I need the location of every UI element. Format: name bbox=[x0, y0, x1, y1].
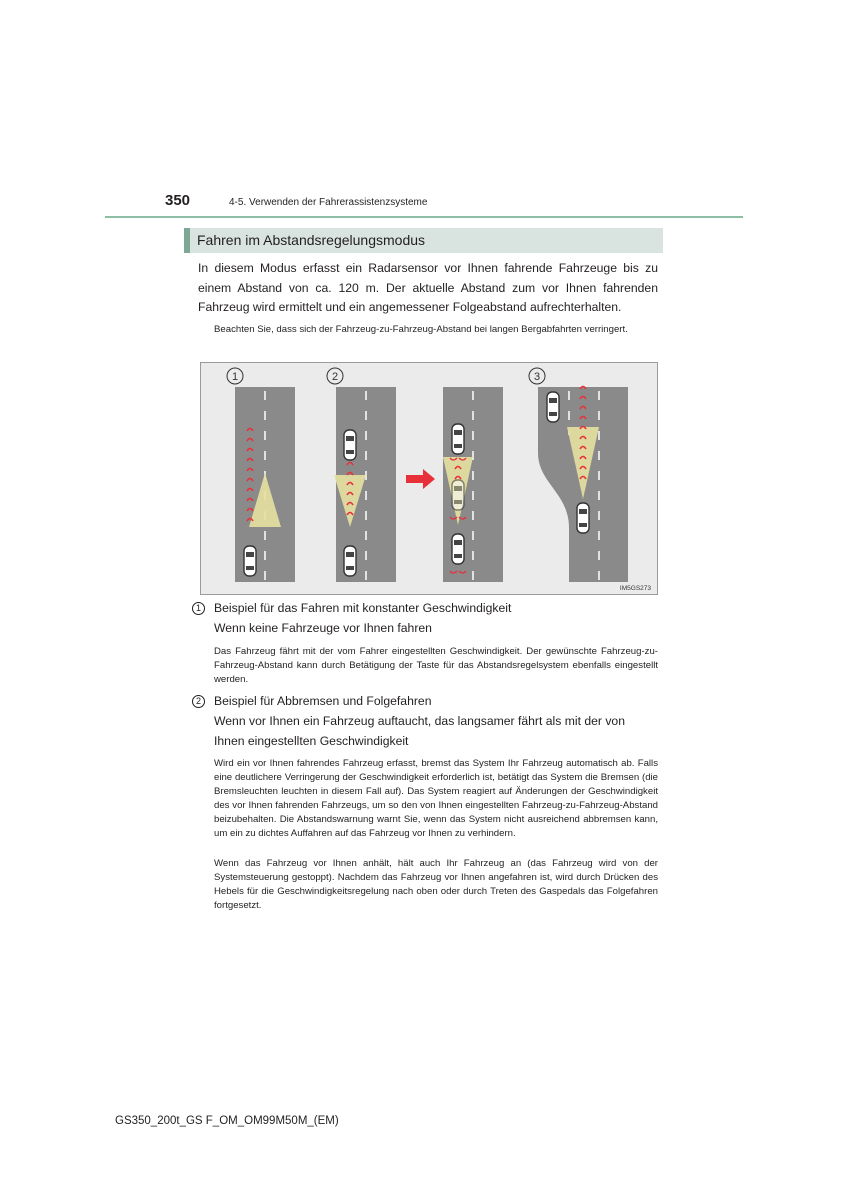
own-car-2b bbox=[452, 534, 464, 564]
figure-svg bbox=[201, 363, 657, 594]
transition-arrow bbox=[406, 469, 435, 489]
item-2-description-1: Wird ein vor Ihnen fahrendes Fahrzeug erfasst, bremst das System Ihr Fahrzeug automatisch ab. Falls eine deutlichere Verringerung der Geschwindigkeit erforderlich ist, betätigt das System die Bremsen (die Bremsleuchten leuchten in diesem Fall auf). Das System reagiert auf Änderungen der Geschwindigkeit des vor Ihnen fahrenden Fahrzeugs, um so den von Ihnen eingestellten Fahrzeug-zu-Fahrzeug-Abstand beizubehalten. Die Abstandswarnung warnt Sie, wenn das System nicht ausreichend abbremsen kann, um ein zu dichtes Auffahren auf das Fahrzeug vor Ihnen zu verhindern. bbox=[214, 758, 658, 839]
header-rule bbox=[105, 216, 743, 218]
item-2-heading: Beispiel für Abbremsen und Folgefahren bbox=[214, 694, 432, 708]
scene-1 bbox=[227, 368, 295, 582]
own-car-3 bbox=[577, 503, 589, 533]
own-car-1 bbox=[244, 546, 256, 576]
figure-code: IM5GS273 bbox=[619, 585, 651, 592]
figure-label-2: 2 bbox=[331, 371, 339, 383]
scene-2b bbox=[443, 387, 503, 582]
item-2-subheading-1: Wenn vor Ihnen ein Fahrzeug auftaucht, das langsamer fährt als mit der von bbox=[214, 714, 625, 728]
scene-3 bbox=[529, 368, 628, 582]
front-car-2 bbox=[344, 430, 356, 460]
front-car-2b bbox=[452, 424, 464, 454]
item-1-heading: Beispiel für das Fahren mit konstanter Geschwindigkeit bbox=[214, 601, 512, 615]
footer-code: GS350_200t_GS F_OM_OM99M50M_(EM) bbox=[115, 1115, 339, 1127]
scene-2 bbox=[327, 368, 396, 582]
item-2-description-2: Wenn das Fahrzeug vor Ihnen anhält, hält auch Ihr Fahrzeug an (das Fahrzeug wird von der Systemsteuerung gestoppt). Nachdem das Fahrzeug vor Ihnen angefahren ist, wird durch Drücken des Hebels für die Geschwindigkeitsregelung nach oben oder durch Treten des Gaspedals das Folgefahren fortgesetzt. bbox=[214, 858, 658, 911]
page-number: 350 bbox=[165, 192, 191, 209]
item-2-subheading-2: Ihnen eingestellten Geschwindigkeit bbox=[214, 734, 409, 748]
section-reference: 4-5. Verwenden der Fahrerassistenzsysteme bbox=[229, 197, 428, 208]
own-car-ghost-2b bbox=[452, 480, 464, 510]
section-title: Fahren im Abstandsregelungsmodus bbox=[197, 232, 426, 248]
intro-paragraph: In diesem Modus erfasst ein Radarsensor vor Ihnen fahrende Fahrzeuge bis zu einem Abstand von ca. 120 m. Der aktuelle Abstand zum vor Ihnen fahrenden Fahrzeug wird ermittelt und ein angemessener Folgeabstand aufrechterhalten. bbox=[198, 261, 658, 314]
item-1-description: Das Fahrzeug fährt mit der vom Fahrer eingestellten Geschwindigkeit. Der gewünschte Fahrzeug-zu-Fahrzeug-Abstand kann durch Betätigung der Taste für das Abstandsregelsystem ebenfalls eingestellt werden. bbox=[214, 646, 658, 685]
item-2-number: 2 bbox=[192, 695, 205, 708]
title-accent bbox=[184, 228, 190, 253]
own-car-2 bbox=[344, 546, 356, 576]
front-car-3 bbox=[547, 392, 559, 422]
item-1-subheading: Wenn keine Fahrzeuge vor Ihnen fahren bbox=[214, 621, 432, 635]
note-paragraph: Beachten Sie, dass sich der Fahrzeug-zu-Fahrzeug-Abstand bei langen Bergabfahrten verringert. bbox=[214, 324, 628, 335]
item-1-number: 1 bbox=[192, 602, 205, 615]
figure-label-3: 3 bbox=[533, 371, 541, 383]
figure bbox=[200, 362, 658, 595]
figure-label-1: 1 bbox=[231, 371, 239, 383]
section-title-bar bbox=[184, 228, 663, 253]
